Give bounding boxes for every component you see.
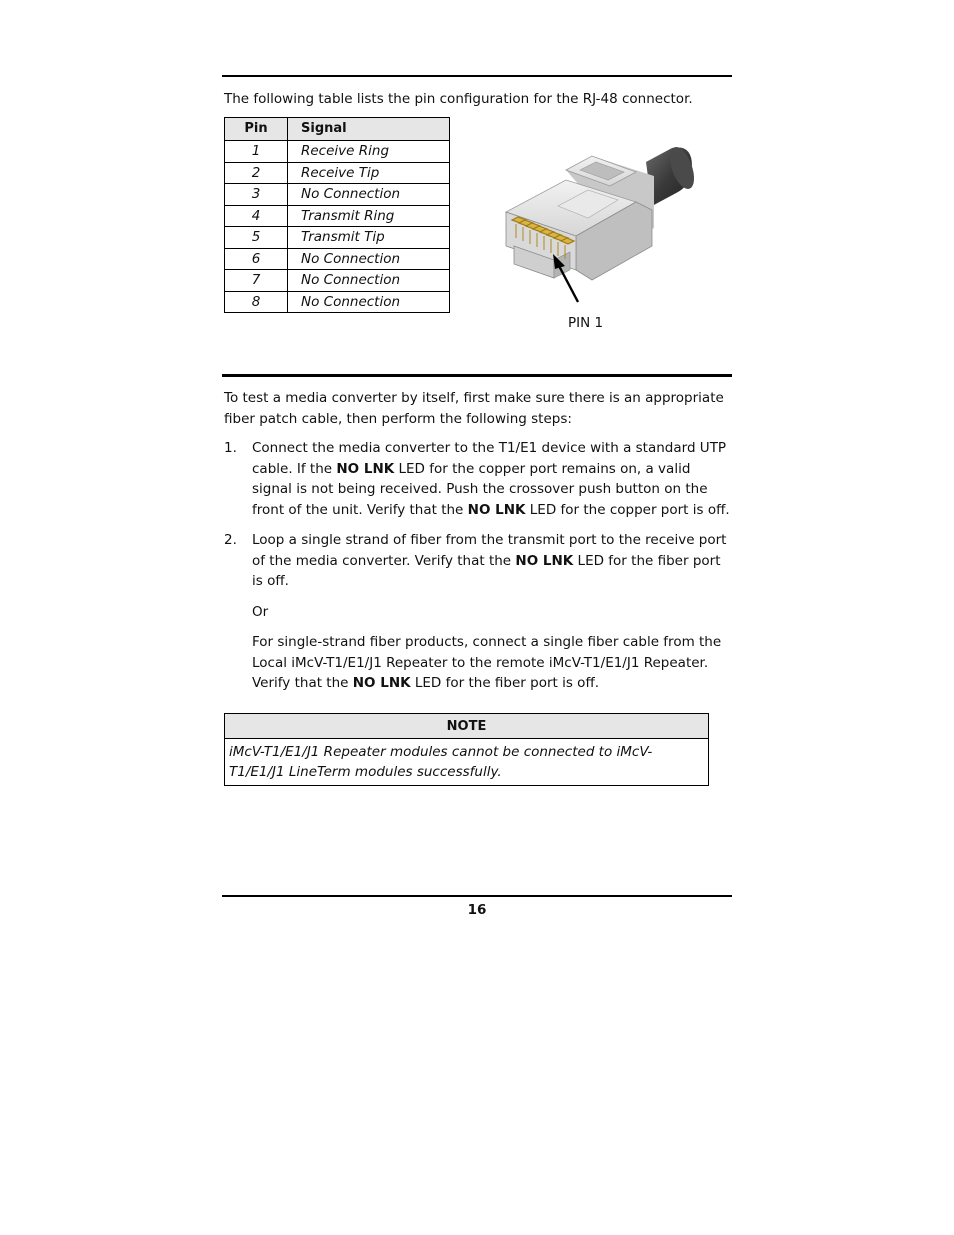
signal-cell: Transmit Ring [288,205,450,227]
table-row [225,248,450,270]
pin-cell: 4 [225,205,288,227]
table-row [225,141,450,163]
step-text: Connect the media converter to the T1/E1 device with a standard UTP cable. If the [252,440,727,477]
step-text: LED for the copper port remains on, a valid signal is not being received. Push the crossover push button on the front of the unit. Verify that the [252,460,708,518]
table-row [225,162,450,184]
step-text: Loop a single strand of fiber from the transmit port to the receive port of the media converter. Verify that the [252,532,727,569]
step-number: 2. [224,532,237,548]
table-row [225,205,450,227]
footer-rule [222,895,732,897]
signal-cell: No Connection [288,291,450,313]
led-name: NO LNK [336,460,395,477]
step-text: LED for the copper port is off. [525,501,730,518]
led-name: NO LNK [467,501,526,518]
step-text: For single-strand fiber products, connect a single fiber cable from the Local iMcV-T1/E1/J1 Repeater to the remote iMcV-T1/E1/J1 Repeater. Verify that the [252,634,722,691]
note-text: iMcV-T1/E1/J1 Repeater modules cannot be connected to iMcV-T1/E1/J1 LineTerm modules successfully. [225,739,709,786]
list-item [224,530,730,694]
pin-intro-text: The following table lists the pin configuration for the RJ-48 connector. [224,91,693,107]
signal-cell: Transmit Tip [288,227,450,249]
pin-cell: 5 [225,227,288,249]
or-text: Or [252,603,269,620]
step-number: 1. [224,440,237,456]
signal-cell: No Connection [288,248,450,270]
table-row [225,184,450,206]
table-header-row [225,118,450,141]
table-row [225,291,450,313]
pin-cell: 3 [225,184,288,206]
list-item [224,438,730,520]
pin-column-header: Pin [225,118,288,141]
signal-column-header: Signal [288,118,450,141]
signal-cell: No Connection [288,270,450,292]
pin-cell: 7 [225,270,288,292]
test-intro-text: To test a media converter by itself, first make sure there is an appropriate fiber patch cable, then perform the following steps: [224,390,724,427]
step-text: LED for the fiber port is off. [410,675,600,691]
pin-cell: 6 [225,248,288,270]
note-header: NOTE [225,714,709,739]
table-row [225,270,450,292]
pin-configuration-table [224,117,450,313]
pin-cell: 2 [225,162,288,184]
signal-cell: Receive Ring [288,141,450,163]
section-rule-top [222,75,732,77]
signal-cell: Receive Tip [288,162,450,184]
pin-cell: 1 [225,141,288,163]
step-text: LED for the fiber port is off. [252,552,721,589]
led-name: NO LNK [515,552,574,569]
test-steps-list [224,438,730,704]
page-number: 16 [467,902,487,918]
section-rule-middle [222,374,732,377]
pin-cell: 8 [225,291,288,313]
rj48-connector-illustration [496,140,706,310]
note-box [224,713,709,786]
pin1-label: PIN 1 [568,315,604,331]
table-row [225,227,450,249]
led-name: NO LNK [352,675,411,691]
signal-cell: No Connection [288,184,450,206]
